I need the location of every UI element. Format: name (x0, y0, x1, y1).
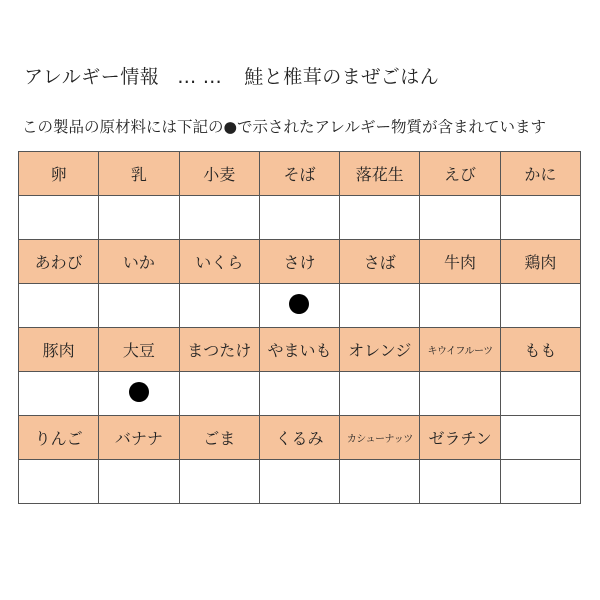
allergen-label-row (19, 240, 581, 284)
allergen-mark-cell (259, 196, 339, 240)
allergen-name-cell: そば (259, 152, 339, 196)
allergen-mark-cell (420, 284, 500, 328)
allergen-name-cell: りんご (19, 416, 99, 460)
contains-mark-icon (129, 382, 149, 402)
allergen-mark-cell (500, 460, 580, 504)
allergen-mark-cell (259, 372, 339, 416)
title-separator-2: … (202, 66, 223, 88)
allergen-name-cell: 大豆 (99, 328, 179, 372)
allergen-label-row (19, 328, 581, 372)
allergen-mark-cell (19, 284, 99, 328)
allergen-name-cell: 牛肉 (420, 240, 500, 284)
allergen-mark-row (19, 460, 581, 504)
allergen-name-cell: さけ (259, 240, 339, 284)
allergen-name-cell: まつたけ (179, 328, 259, 372)
allergen-mark-cell (99, 284, 179, 328)
title-separator: … (177, 66, 197, 88)
allergen-mark-cell (99, 460, 179, 504)
allergen-name-cell: キウイフルーツ (420, 328, 500, 372)
title-heading: アレルギー情報 (24, 66, 160, 88)
page-title (24, 62, 439, 89)
allergen-name-cell: いくら (179, 240, 259, 284)
allergen-name-cell: 小麦 (179, 152, 259, 196)
note-after: で示されたアレルギー物質が含まれています (237, 118, 547, 136)
allergen-name-cell (500, 416, 580, 460)
allergen-mark-cell (179, 284, 259, 328)
allergen-name-cell: オレンジ (340, 328, 420, 372)
allergen-name-cell: かに (500, 152, 580, 196)
allergen-mark-cell (420, 196, 500, 240)
allergen-mark-cell (19, 372, 99, 416)
allergen-mark-cell (99, 196, 179, 240)
allergen-mark-cell (420, 372, 500, 416)
allergen-name-cell: さば (340, 240, 420, 284)
allergen-name-cell: 鶏肉 (500, 240, 580, 284)
allergen-label-row (19, 416, 581, 460)
product-name: 鮭と椎茸のまぜごはん (244, 66, 440, 88)
allergen-name-cell: いか (99, 240, 179, 284)
allergen-mark-cell (340, 196, 420, 240)
allergen-mark-cell (340, 284, 420, 328)
allergen-note (22, 115, 546, 137)
allergen-table (18, 151, 581, 504)
allergen-name-cell: ごま (179, 416, 259, 460)
allergen-name-cell: くるみ (259, 416, 339, 460)
allergen-mark-cell (19, 460, 99, 504)
allergen-mark-cell (259, 284, 339, 328)
allergen-name-cell: えび (420, 152, 500, 196)
allergen-mark-row (19, 196, 581, 240)
allergen-mark-cell (500, 372, 580, 416)
allergen-name-cell: 豚肉 (19, 328, 99, 372)
note-mark: ● (223, 118, 238, 136)
allergen-mark-cell (420, 460, 500, 504)
allergen-name-cell: もも (500, 328, 580, 372)
allergen-name-cell: やまいも (259, 328, 339, 372)
allergen-name-cell: 乳 (99, 152, 179, 196)
note-before: この製品の原材料には下記の (22, 118, 224, 136)
allergen-name-cell: バナナ (99, 416, 179, 460)
allergen-label-row (19, 152, 581, 196)
allergen-name-cell: カシューナッツ (340, 416, 420, 460)
allergen-mark-row (19, 372, 581, 416)
allergen-mark-cell (179, 460, 259, 504)
allergen-name-cell: 卵 (19, 152, 99, 196)
allergen-name-cell: ゼラチン (420, 416, 500, 460)
allergen-mark-row (19, 284, 581, 328)
allergen-mark-cell (340, 460, 420, 504)
allergen-mark-cell (500, 196, 580, 240)
allergen-name-cell: 落花生 (340, 152, 420, 196)
allergen-mark-cell (340, 372, 420, 416)
allergen-mark-cell (259, 460, 339, 504)
allergen-mark-cell (19, 196, 99, 240)
allergen-mark-cell (500, 284, 580, 328)
contains-mark-icon (289, 294, 309, 314)
allergen-mark-cell (179, 372, 259, 416)
allergen-mark-cell (179, 196, 259, 240)
allergen-mark-cell (99, 372, 179, 416)
allergen-name-cell: あわび (19, 240, 99, 284)
